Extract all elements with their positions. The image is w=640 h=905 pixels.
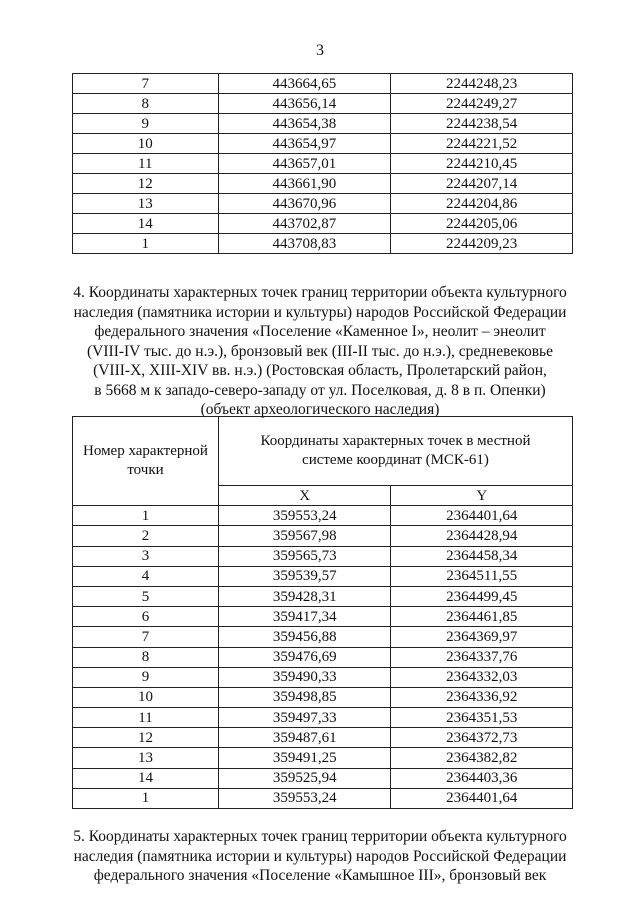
y-coordinate: 2364336,92 <box>391 687 573 707</box>
y-coordinate: 2364401,64 <box>391 506 573 526</box>
table-row <box>73 134 573 154</box>
table-row <box>73 234 573 254</box>
y-coordinate: 2244209,23 <box>391 234 573 254</box>
table-row <box>73 788 573 808</box>
x-coordinate: 443657,01 <box>218 154 391 174</box>
coordinates-table-continued <box>72 73 573 254</box>
table-row <box>73 114 573 134</box>
heading-line: федерального значения «Поселение «Камышное III», бронзовый век <box>93 867 547 884</box>
section-4-heading <box>60 283 580 420</box>
y-coordinate: 2364372,73 <box>391 728 573 748</box>
table-row <box>73 526 573 546</box>
x-coordinate: 359553,24 <box>218 506 391 526</box>
point-number: 9 <box>73 667 219 687</box>
y-coordinate: 2364461,85 <box>391 607 573 627</box>
table-row <box>73 768 573 788</box>
point-number: 9 <box>73 114 219 134</box>
heading-line: федерального значения «Поселение «Каменное I», неолит – энеолит <box>94 323 546 340</box>
table-header-row <box>73 417 573 486</box>
y-coordinate: 2364401,64 <box>391 788 573 808</box>
point-number: 2 <box>73 526 219 546</box>
x-coordinate: 359553,24 <box>218 788 391 808</box>
heading-line: (объект археологического наследия) <box>200 401 440 418</box>
heading-line: 4. Координаты характерных точек границ территории объекта культурного <box>73 284 567 301</box>
point-number: 8 <box>73 94 219 114</box>
y-coordinate: 2364337,76 <box>391 647 573 667</box>
y-coordinate: 2364511,55 <box>391 566 573 586</box>
page-number: 3 <box>316 42 324 59</box>
heading-line: наследия (памятника истории и культуры) народов Российской Федерации <box>73 303 567 321</box>
x-coordinate: 359456,88 <box>218 627 391 647</box>
y-coordinate: 2244210,45 <box>391 154 573 174</box>
x-coordinate: 359417,34 <box>218 607 391 627</box>
x-coordinate: 359565,73 <box>218 546 391 566</box>
table-row <box>73 687 573 707</box>
point-number: 1 <box>73 506 219 526</box>
x-coordinate: 359567,98 <box>218 526 391 546</box>
x-coordinate: 359490,33 <box>218 667 391 687</box>
x-coordinate: 443654,38 <box>218 114 391 134</box>
y-coordinate: 2364369,97 <box>391 627 573 647</box>
x-coordinate: 359497,33 <box>218 708 391 728</box>
x-coordinate: 359491,25 <box>218 748 391 768</box>
point-number: 8 <box>73 647 219 667</box>
heading-line: (VIII-IV тыс. до н.э.), бронзовый век (III-II тыс. до н.э.), средневековье <box>87 342 553 360</box>
heading-line: наследия (памятника истории и культуры) народов Российской Федерации <box>73 847 567 865</box>
point-number: 10 <box>73 687 219 707</box>
point-number: 13 <box>73 194 219 214</box>
y-coordinate: 2244221,52 <box>391 134 573 154</box>
table-row <box>73 708 573 728</box>
section-5-heading <box>60 827 580 886</box>
point-number: 11 <box>73 708 219 728</box>
table-row <box>73 627 573 647</box>
point-number: 14 <box>73 214 219 234</box>
heading-line: (VIII-X, XIII-XIV вв. н.э.) (Ростовская область, Пролетарский район, <box>93 362 547 379</box>
table-row <box>73 586 573 606</box>
x-coordinate: 359428,31 <box>218 586 391 606</box>
point-number: 1 <box>73 234 219 254</box>
table-row <box>73 728 573 748</box>
point-number: 12 <box>73 728 219 748</box>
x-coordinate: 443661,90 <box>218 174 391 194</box>
y-coordinate: 2364428,94 <box>391 526 573 546</box>
point-number: 7 <box>73 74 219 94</box>
y-coordinate: 2364403,36 <box>391 768 573 788</box>
point-number: 4 <box>73 566 219 586</box>
y-coordinate: 2364351,53 <box>391 708 573 728</box>
y-coordinate: 2244248,23 <box>391 74 573 94</box>
table-row <box>73 607 573 627</box>
table-row <box>73 667 573 687</box>
y-coordinate: 2244238,54 <box>391 114 573 134</box>
point-number: 10 <box>73 134 219 154</box>
y-coordinate: 2364382,82 <box>391 748 573 768</box>
x-coordinate: 359476,69 <box>218 647 391 667</box>
point-number: 5 <box>73 586 219 606</box>
table-row <box>73 647 573 667</box>
y-coordinate: 2364458,34 <box>391 546 573 566</box>
x-coordinate: 443654,97 <box>218 134 391 154</box>
x-coordinate: 359487,61 <box>218 728 391 748</box>
table-row <box>73 748 573 768</box>
point-number: 3 <box>73 546 219 566</box>
y-coordinate: 2244205,06 <box>391 214 573 234</box>
table-row <box>73 546 573 566</box>
y-coordinate: 2364332,03 <box>391 667 573 687</box>
table-row <box>73 74 573 94</box>
y-coordinate: 2244249,27 <box>391 94 573 114</box>
x-coordinate: 443670,96 <box>218 194 391 214</box>
coordinates-table-section-4 <box>72 416 573 809</box>
table-row <box>73 174 573 194</box>
table-row <box>73 506 573 526</box>
table-row <box>73 566 573 586</box>
point-number: 14 <box>73 768 219 788</box>
point-number: 6 <box>73 607 219 627</box>
point-number: 1 <box>73 788 219 808</box>
heading-line: в 5668 м к западо-северо-западу от ул. Поселковая, д. 8 в п. Опенки) <box>94 381 546 399</box>
header-point-number: Номер характерной точки <box>73 417 219 506</box>
table-row <box>73 214 573 234</box>
header-y: Y <box>391 486 573 506</box>
x-coordinate: 443656,14 <box>218 94 391 114</box>
table-row <box>73 94 573 114</box>
point-number: 12 <box>73 174 219 194</box>
x-coordinate: 443702,87 <box>218 214 391 234</box>
header-coordinates: Координаты характерных точек в местной системе координат (МСК-61) <box>218 417 572 486</box>
point-number: 7 <box>73 627 219 647</box>
y-coordinate: 2244207,14 <box>391 174 573 194</box>
table-row <box>73 194 573 214</box>
x-coordinate: 359498,85 <box>218 687 391 707</box>
x-coordinate: 443708,83 <box>218 234 391 254</box>
point-number: 11 <box>73 154 219 174</box>
heading-line: 5. Координаты характерных точек границ территории объекта культурного <box>73 828 567 845</box>
header-x: X <box>218 486 391 506</box>
x-coordinate: 359539,57 <box>218 566 391 586</box>
table-row <box>73 154 573 174</box>
x-coordinate: 359525,94 <box>218 768 391 788</box>
y-coordinate: 2244204,86 <box>391 194 573 214</box>
point-number: 13 <box>73 748 219 768</box>
y-coordinate: 2364499,45 <box>391 586 573 606</box>
x-coordinate: 443664,65 <box>218 74 391 94</box>
